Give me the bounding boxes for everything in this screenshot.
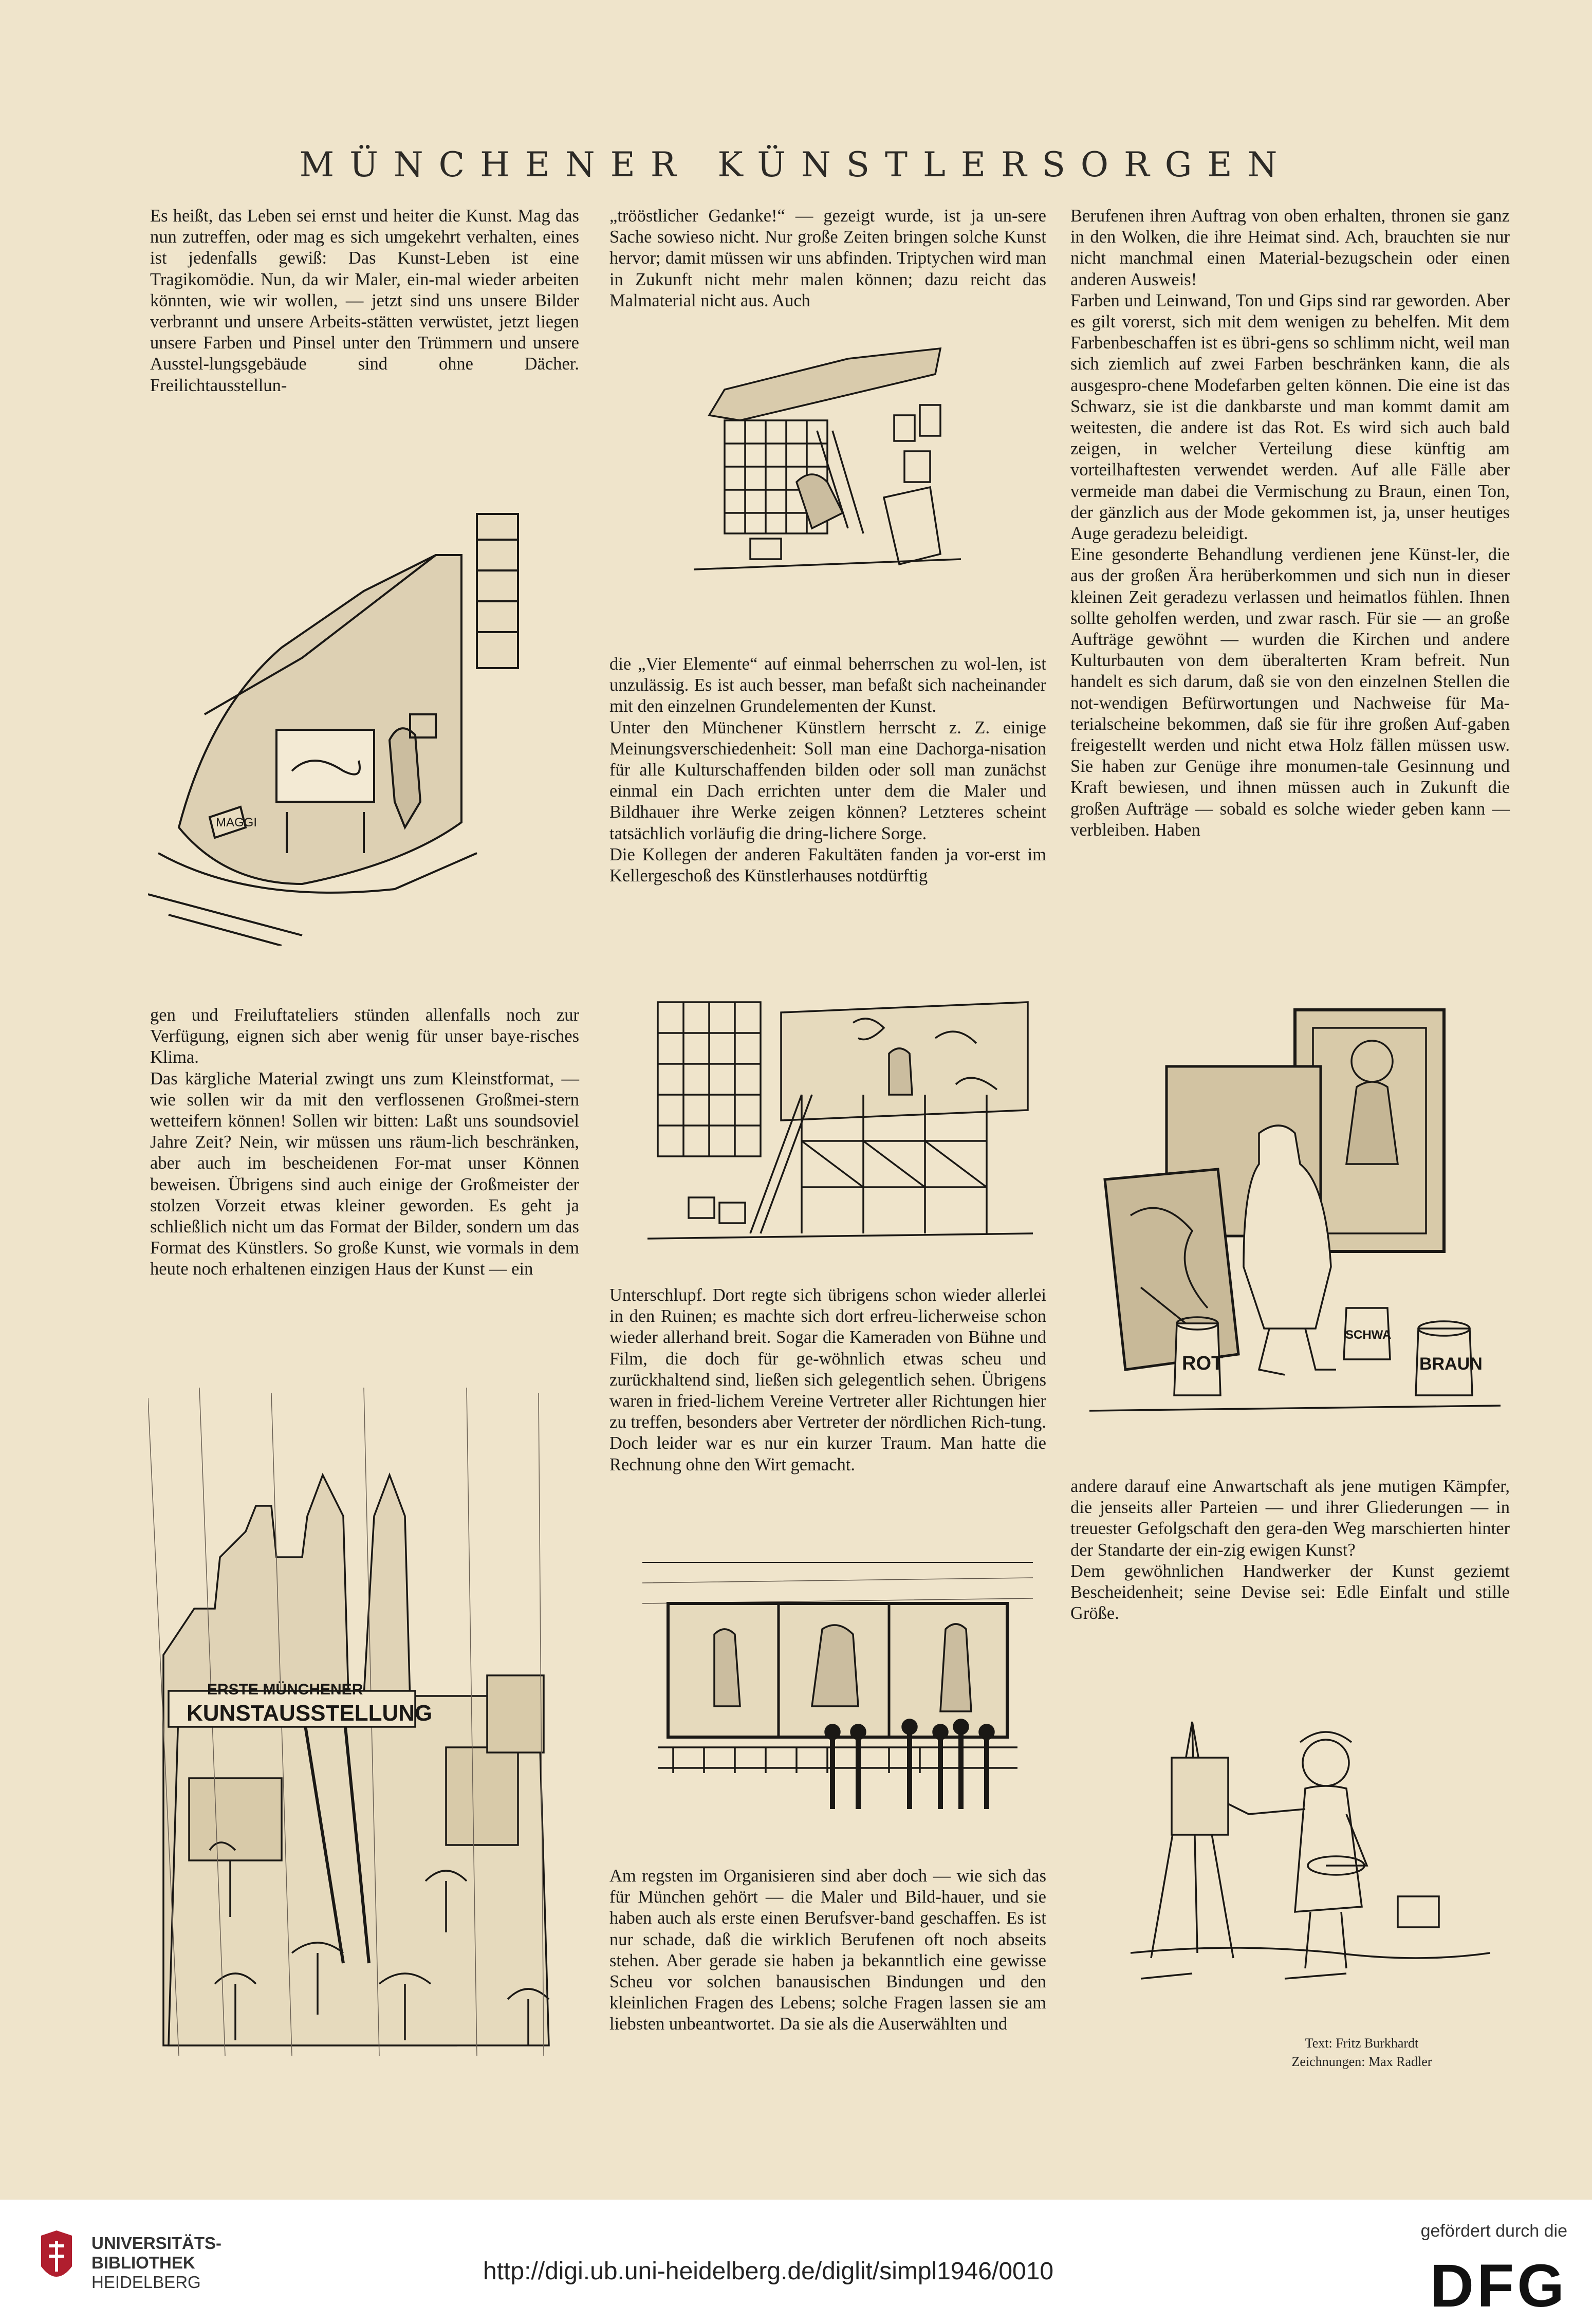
paragraph: Dem gewöhnlichen Handwerker der Kunst geziemt Bescheidenheit; seine Devise sei: Edle Einfalt und stille Größe. [1070,1561,1510,1624]
paragraph: Farben und Leinwand, Ton und Gips sind rar geworden. Aber es gilt vorerst, sich mit dem wenigen zu behelfen. Mit dem Farbenbeschaffen ist es übri-gens so schlimm nicht, weil man sich ziemlich auf zwei Farben beschränken kann, die als ausgespro-chene Modefarben gelten können. Die eine ist das Schwarz, sie ist die dankbarste und man kommt damit am weitesten, die andere ist das Rot. Es wird sich auch bald zeigen, in welcher Verteilung diese künftig am vorteilhaftesten verwendet werden. Auf alle Fälle aber vermeide man dabei die Vermischung zu Braun, einen Ton, der gänzlich aus der Mode gekommen ist, ja, unser heutiges Auge geradezu beleidigt. [1070,290,1510,544]
illustration-easel-painter [1131,1711,1490,1999]
illustration-paint-cans [1089,1000,1501,1421]
paragraph: Unter den Münchener Künstlern herrscht z. Z. einige Meinungsverschiedenheit: Soll man eine Dachorga-nisation für alle Kulturschaffenden bilden oder soll man zunächst einmal ein Dach errichten unter dem die Maler und Bildhauer ihre Werke zeigen können? Letzteres scheint tatsächlich vorläufig die dring-lichere Sorge. [609,717,1046,843]
paragraph: Eine gesonderte Behandlung verdienen jene Künst-ler, die aus der großen Ära herüberkommen und sich nun in dieser kleinen Zeit geradezu verlassen und heimatlos fühlen. Ihnen sollte geholfen werden, und zwar rasch. Für sie — an große Aufträge gewöhnt — wurden die Kirchen und andere Kulturbauten von dem überalterten Kram befreit. Nun handelt es sich darum, daß sie von den einzelnen Stellen die not-wendigen Befürwortungen und Nachweise für Ma-terialscheine bekommen, daß sie für ihre großen Auf-gaben freigestellt werden und nicht etwa Holz fällen müssen usw. Sie haben zur Genüge ihre monumen-tale Gesinnung und Kraft bewiesen, und ihnen müssen auch in Zukunft die großen Aufträge — sobald es solche wieder geben kann — verbleiben. Haben [1070,545,1510,840]
col2-top-text [609,206,1046,311]
paint-can-braun-label: BRAUN [1419,1354,1483,1374]
university-line-1: UNIVERSITÄTS- [91,2234,222,2253]
paint-can-schwarz-label: SCHWA [1345,1328,1392,1342]
university-logo-icon [36,2230,77,2287]
paragraph: Unterschlupf. Dort regte sich übrigens schon wieder allerlei in den Ruinen; es machte sich dort erfreu-licherweise schon wieder allerhand breit. Sogar die Kameraden von Bühne und Film, die doch für ge-wöhnlich etwas scheu und zurückhaltend sind, ließen sich gelegentlich sehen. Übrigens waren in fried-lichem Vereine Vertreter aller Richtungen hier zu treffen, besonders aber Vertreter der nördlichen Rich-tung. Doch leider war es nur ein kurzer Traum. Man hatte die Rechnung ohne den Wirt gemacht. [609,1285,1046,1474]
illustration-ruined-studio [148,493,580,946]
col2-bottom-text [609,1866,1046,2035]
article-title: MÜNCHENER KÜNSTLERSORGEN [299,145,1293,185]
col3-top-text [1070,206,1510,841]
university-line-2: BIBLIOTHEK [91,2253,195,2272]
col1-top-text [150,206,579,396]
paragraph: andere darauf eine Anwartschaft als jene mutigen Kämpfer, die jenseits aller Parteien — und ihrer Gliederungen — in treuester Gefolgschaft den gera-den Weg marschierten hinter der Standarte der ein-zig ewigen Kunst? [1070,1477,1510,1560]
illustration-gallery-visitors [642,1552,1033,1809]
paragraph: die „Vier Elemente“ auf einmal beherrschen zu wol-len, ist unzulässig. Es ist auch besser, man befaßt sich nacheinander mit den einzelnen Grundelementen der Kunst. [609,654,1046,716]
permalink-url[interactable]: http://digi.ub.uni-heidelberg.de/diglit/simpl1946/0010 [483,2258,1054,2285]
credit-text: Text: Fritz Burkhardt [1305,2036,1419,2051]
illustration-painter-window [694,343,961,590]
exhibition-sign-line1: ERSTE MÜNCHENER [207,1681,363,1698]
paragraph: Die Kollegen der anderen Fakultäten fanden ja vor-erst im Kellergeschoß des Künstlerhauses notdürftig [609,844,1046,886]
col2-low-text [609,1285,1046,1475]
paint-can-rot-label: ROT [1182,1353,1224,1374]
paragraph: „trööstlicher Gedanke!“ — gezeigt wurde, ist ja un-sere Sache sowieso nicht. Nur große Zeiten bringen solche Kunst hervor; damit müssen wir uns abfinden. Triptychen wird man in Zukunft nicht mehr malen können; dazu reicht das Malmaterial nicht aus. Auch [609,206,1046,310]
paragraph: Am regsten im Organisieren sind aber doch — wie sich das für München gehört — die Maler und Bild-hauer, und sie haben auch als erste einen Berufsver-band geschaffen. Es ist nur schade, daß die wirklich Berufenen oft noch abseits stehen. Aber gerade sie haben ja bekanntlich eine gewisse Scheu vor solchen banausischen Bindungen und den kleinlichen Fragen des Lebens; solche Fragen lassen sie am liebsten unbeantwortet. Da sie als die Auserwählten und [609,1866,1046,2034]
university-name [91,2234,221,2292]
footer-bar [0,2200,1592,2324]
illustration-scaffold-mural [647,992,1033,1249]
paragraph: Das kärgliche Material zwingt uns zum Kleinstformat, — wie sollen wir da mit den verflossenen Großmei-stern wetteifern können! Sollen wir bitten: Laßt uns soundsoviel Jahre Zeit? Nein, wir müssen uns räum-lich beschränken, aber auch im bescheidenen For-mat unser Können beweisen. Übrigens sind auch einige der Großmeister der stolzen Vorzeit etwas kleiner geworden. Es geht ja schließlich nicht um das Format der Bilder, sondern um das Format des Künstlers. So große Kunst, wie vormals in dem heute noch erhaltenen einzigen Haus der Kunst — ein [150,1068,579,1279]
paragraph: Berufenen ihren Auftrag von oben erhalten, thronen sie ganz in den Wolken, die ihre Heimat sind. Ach, brauchten sie nur nicht manchmal einen Material-bezugschein oder einen anderen Ausweis! [1070,206,1510,289]
dfg-logo: DFG [1430,2252,1567,2320]
university-line-3: HEIDELBERG [91,2273,201,2292]
maggi-sign-text: MAGGI [216,816,257,829]
credits [1254,2034,1470,2071]
funded-by-text: gefördert durch die [1420,2221,1567,2241]
illustration-exhibition-rain [148,1388,580,2056]
col3-mid-text [1070,1476,1510,1624]
exhibition-sign-line2: KUNSTAUSSTELLUNG [187,1701,433,1726]
credit-drawings: Zeichnungen: Max Radler [1291,2054,1432,2069]
paragraph: gen und Freiluftateliers stünden allenfalls noch zur Verfügung, eignen sich aber wenig für unser baye-risches Klima. [150,1005,579,1067]
col2-mid-text [609,654,1046,887]
col1-mid-text [150,1005,579,1280]
paragraph: Es heißt, das Leben sei ernst und heiter die Kunst. Mag das nun zutreffen, oder mag es sich umgekehrt verhalten, eines ist jedenfalls gewiß: Das Kunst-Leben ist eine Tragikomödie. Nun, da wir Maler, ein-mal wieder arbeiten könnten, wie wir wollen, — jetzt sind uns unsere Bilder verbrannt und unsere Arbeits-stätten verwüstet, jetzt liegen unsere Farben und Pinsel unter den Trümmern und unsere Ausstel-lungsgebäude sind ohne Dächer. Freilichtausstellun- [150,206,579,395]
